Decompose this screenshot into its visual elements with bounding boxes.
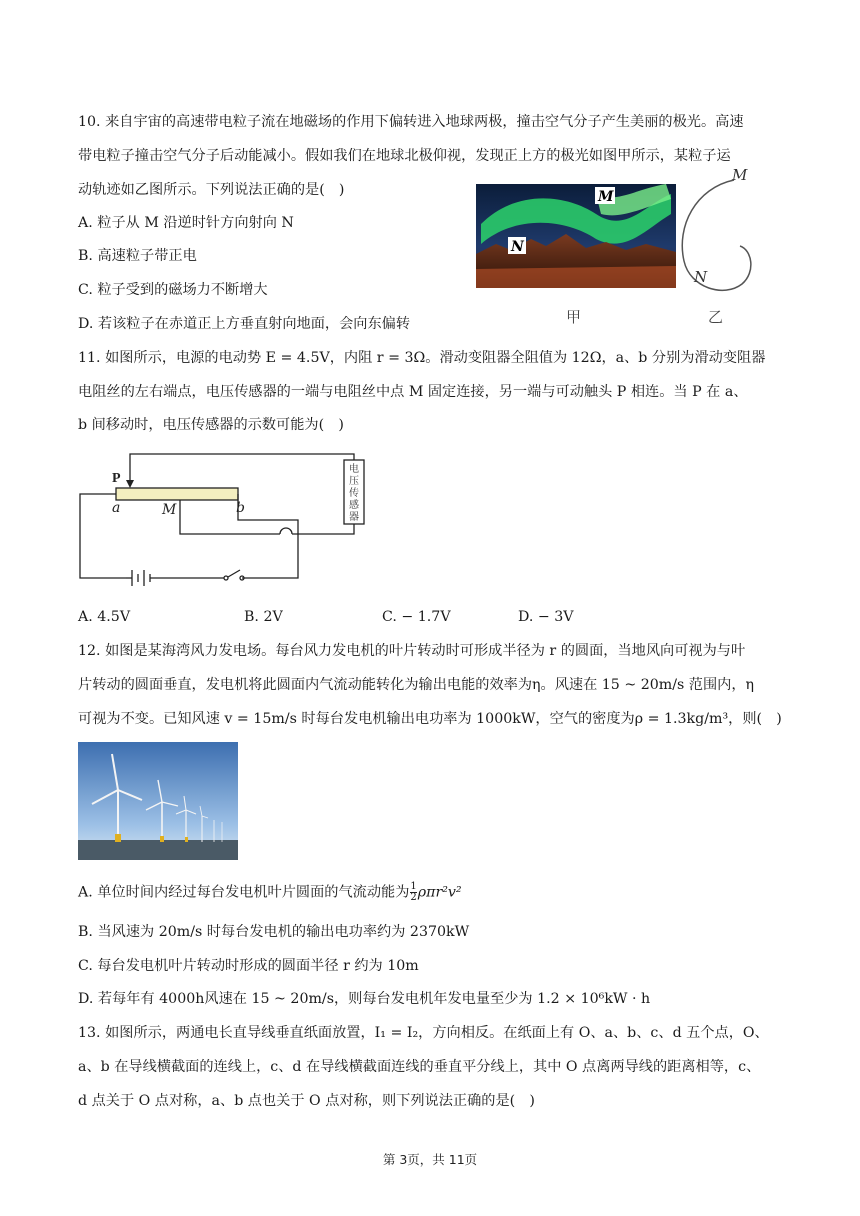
q10-stem-line3: 动轨迹如乙图所示。下列说法正确的是( ): [78, 182, 345, 198]
q12-option-a-formula: ρπr²v²: [417, 884, 462, 901]
q10-option-a: A. 粒子从 M 沿逆时针方向射向 N: [78, 215, 294, 231]
q11-option-b: B. 2V: [244, 609, 283, 625]
q11-stem-line2: 电阻丝的左右端点，电压传感器的一端与电阻丝中点 M 固定连接，另一端与可动触头 P 相连。当 P 在 a、: [78, 384, 748, 400]
wind-farm-image: [78, 742, 238, 860]
q12-option-c: C. 每台发电机叶片转动时形成的圆面半径 r 约为 10m: [78, 958, 419, 974]
q12-option-d: D. 若每年有 4000h风速在 15 ~ 20m/s，则每台发电机年发电量至少为 1.2 × 10⁶kW · h: [78, 991, 651, 1007]
fraction-denominator: 2: [410, 892, 417, 903]
q13-stem-line1: 13. 如图所示，两通电长直导线垂直纸面放置，I₁ = I₂，方向相反。在纸面上有 O、a、b、c、d 五个点，O、: [78, 1025, 769, 1041]
sensor-char-1: 电: [349, 464, 359, 475]
aurora-label-n: N: [511, 239, 524, 255]
trajectory-diagram: [676, 166, 776, 306]
q11-option-a: A. 4.5V: [78, 609, 131, 625]
sensor-char-3: 传: [349, 488, 359, 499]
trajectory-label-m: M: [732, 166, 748, 184]
sensor-char-5: 器: [349, 512, 359, 523]
q12-option-b: B. 当风速为 20m/s 时每台发电机的输出电功率约为 2370kW: [78, 924, 470, 940]
fraction-one-half: [410, 882, 416, 903]
q11-stem-line1: 11. 如图所示，电源的电动势 E = 4.5V，内阻 r = 3Ω。滑动变阻器全阻值为 12Ω，a、b 分别为滑动变阻器: [78, 350, 766, 366]
q12-option-a: [78, 882, 462, 903]
q10-stem-line1: 10. 来自宇宙的高速带电粒子流在地磁场的作用下偏转进入地球两极，撞击空气分子产生美丽的极光。高速: [78, 114, 744, 130]
page-footer: 第 3页，共 11页: [382, 1152, 478, 1167]
q12-option-a-text: A. 单位时间内经过每台发电机叶片圆面的气流动能为: [78, 884, 410, 901]
q10-option-b: B. 高速粒子带正电: [78, 248, 197, 264]
q10-option-c: C. 粒子受到的磁场力不断增大: [78, 282, 268, 298]
circuit-label-m: M: [162, 502, 177, 518]
aurora-image: [476, 184, 676, 288]
circuit-label-p: P: [112, 471, 121, 486]
q12-stem-line3: 可视为不变。已知风速 v = 15m/s 时每台发电机输出电功率为 1000kW，空气的密度为ρ = 1.3kg/m³，则( ): [78, 711, 782, 727]
trajectory-label-n: N: [694, 268, 708, 286]
aurora-label-m: M: [598, 189, 614, 205]
sensor-char-4: 感: [349, 500, 359, 511]
figure-jia-caption: 甲: [566, 308, 582, 326]
q10-stem-line2: 带电粒子撞击空气分子后动能减小。假如我们在地球北极仰视，发现正上方的极光如图甲所示，某粒子运: [78, 148, 731, 164]
q12-stem-line1: 12. 如图是某海湾风力发电场。每台风力发电机的叶片转动时可形成半径为 r 的圆面，当地风向可视为与叶: [78, 643, 746, 659]
q12-stem-line2: 片转动的圆面垂直，发电机将此圆面内气流动能转化为输出电能的效率为η。风速在 15 ~ 20m/s 范围内，η: [78, 677, 755, 693]
sensor-char-2: 压: [349, 476, 359, 487]
circuit-diagram: [76, 448, 376, 588]
q13-stem-line3: d 点关于 O 点对称，a、b 点也关于 O 点对称，则下列说法正确的是( ): [78, 1093, 535, 1109]
circuit-label-b: b: [236, 500, 245, 516]
fraction-numerator: 1: [410, 881, 417, 892]
q10-option-d: D. 若该粒子在赤道正上方垂直射向地面，会向东偏转: [78, 316, 411, 332]
figure-yi-caption: 乙: [708, 308, 724, 326]
q11-stem-line3: b 间移动时，电压传感器的示数可能为( ): [78, 417, 344, 433]
q13-stem-line2: a、b 在导线横截面的连线上，c、d 在导线横截面连线的垂直平分线上，其中 O 点离两导线的距离相等，c、: [78, 1059, 761, 1075]
circuit-label-a: a: [112, 500, 121, 516]
q11-option-d: D. − 3V: [518, 609, 574, 625]
q11-option-c: C. − 1.7V: [382, 609, 451, 625]
